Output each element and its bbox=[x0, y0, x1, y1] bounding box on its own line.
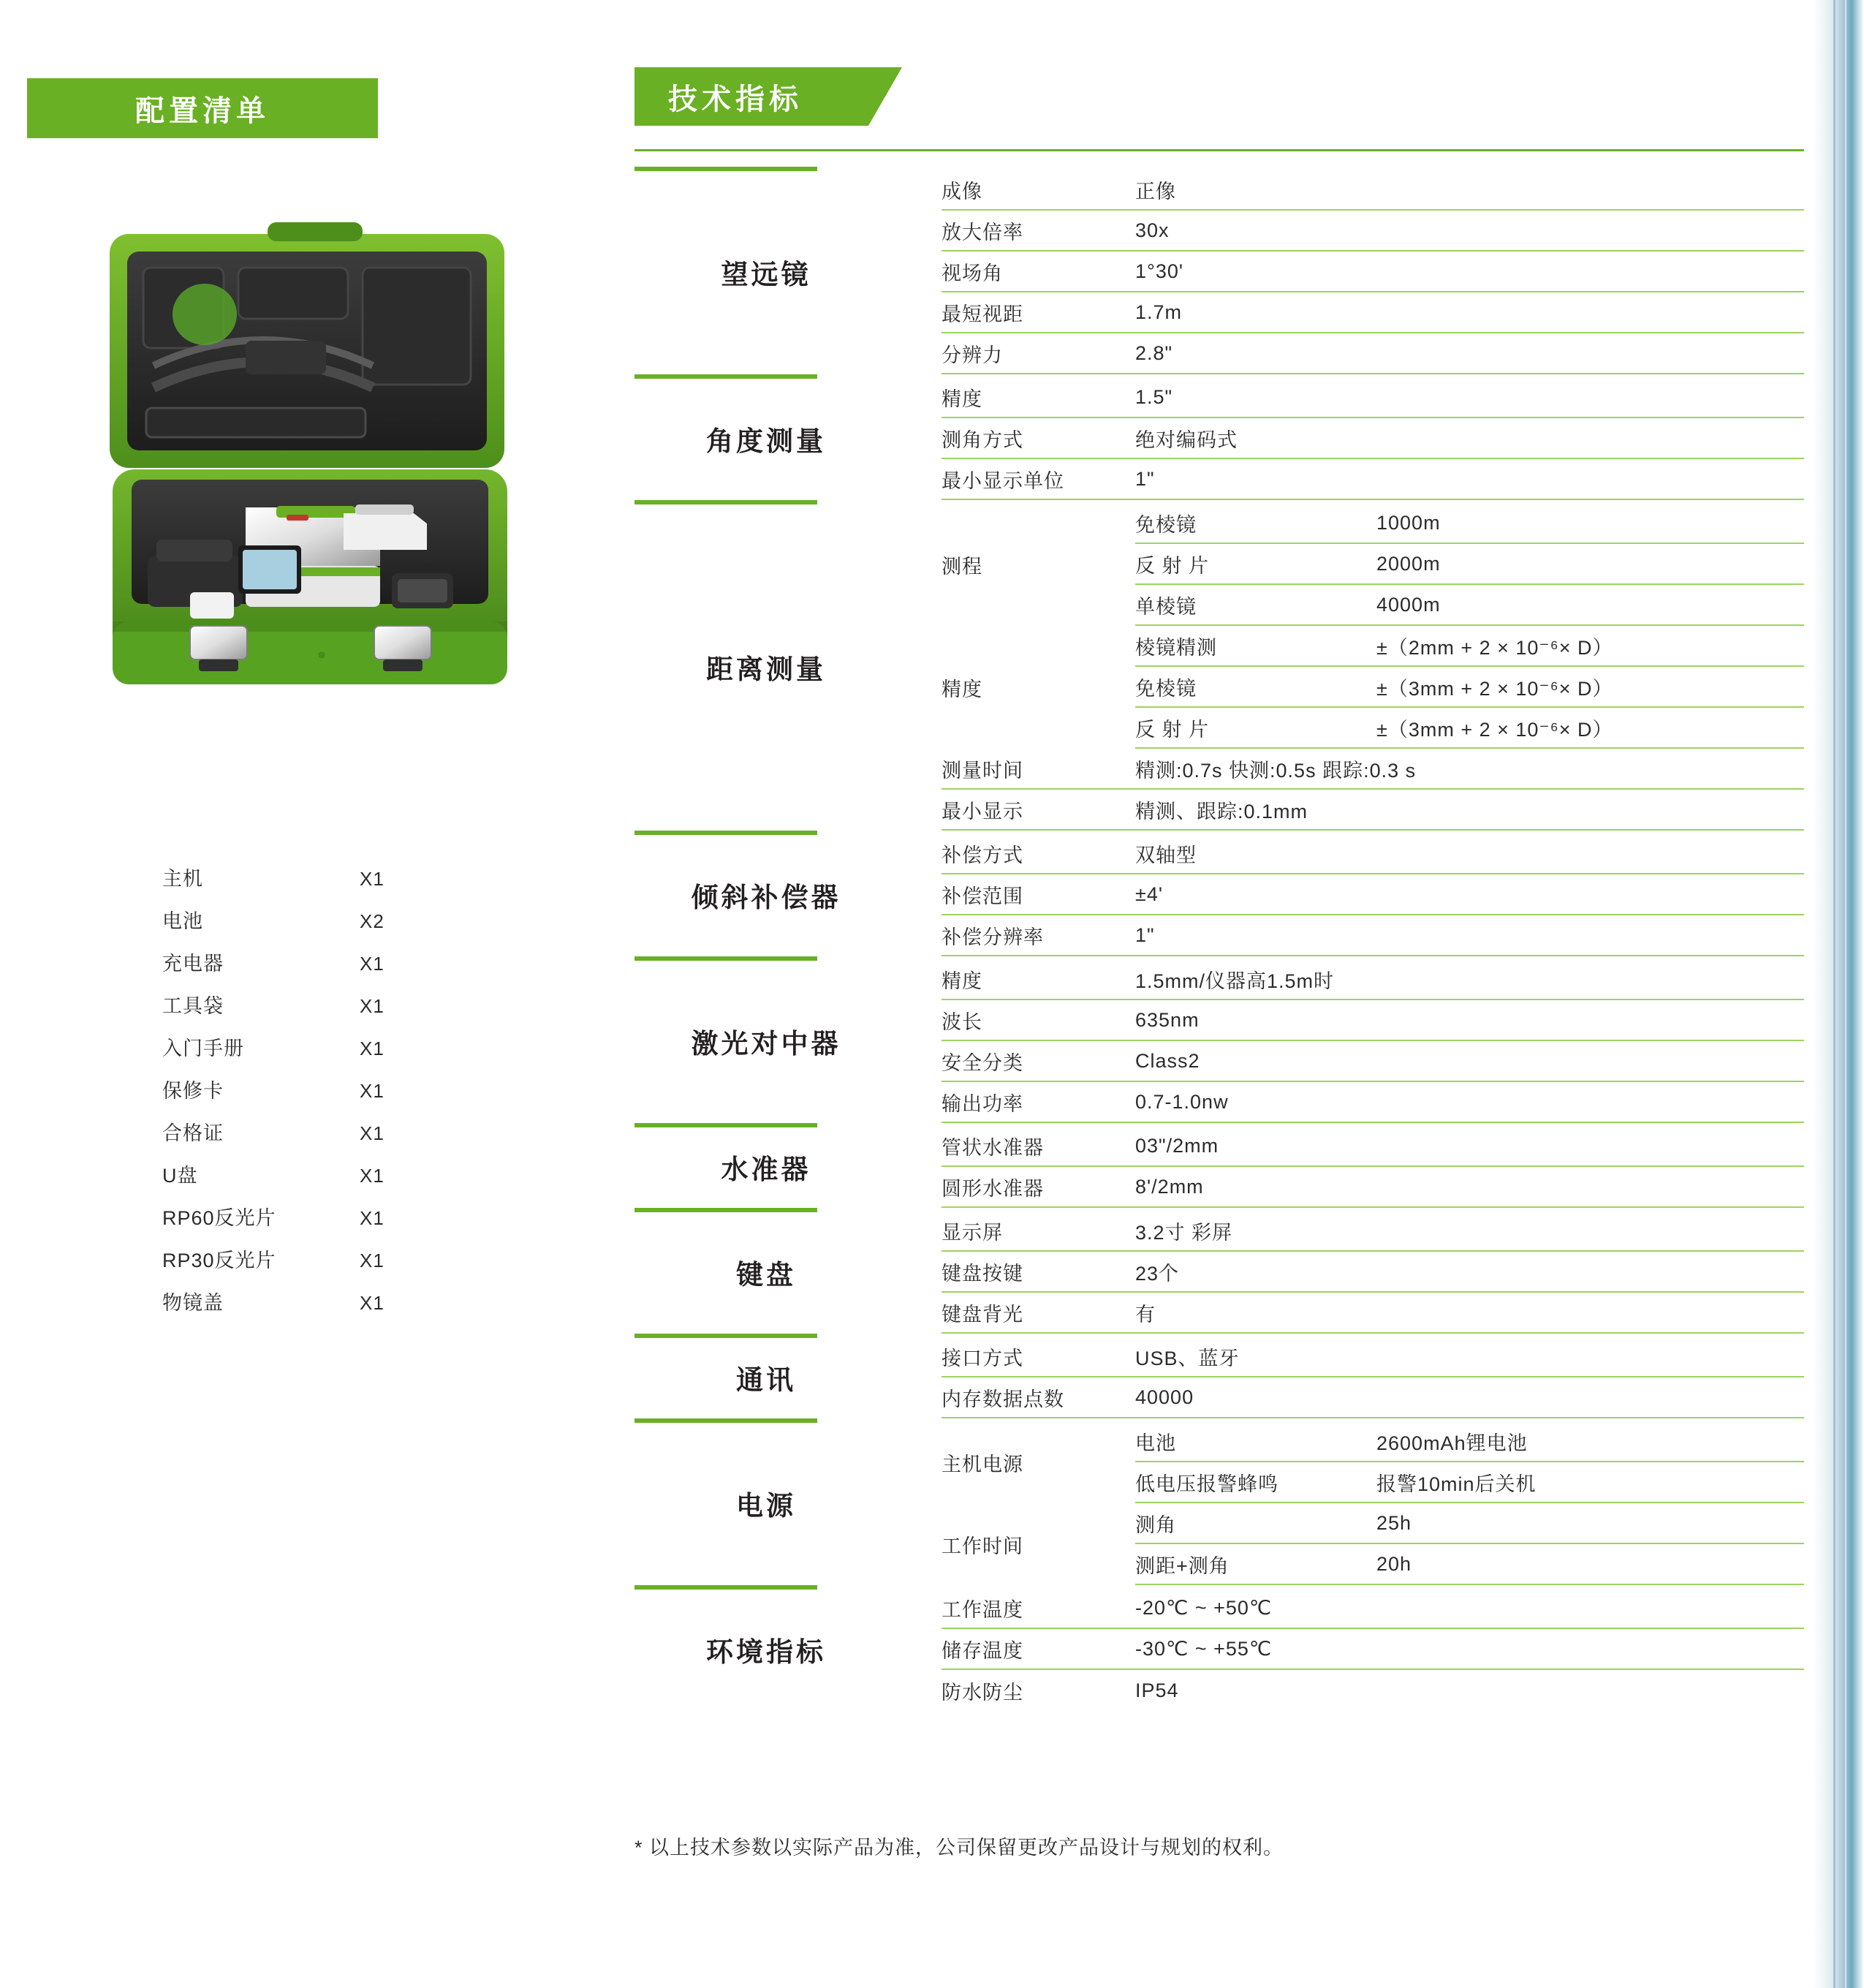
nested-block-range bbox=[942, 503, 1804, 626]
spec-value: ±（3mm + 2 × 10⁻⁶× D） bbox=[1376, 677, 1613, 700]
list-item bbox=[162, 1032, 513, 1075]
table-row bbox=[1135, 708, 1804, 749]
table-row bbox=[1135, 1503, 1804, 1544]
spec-value: 绝对编码式 bbox=[1135, 428, 1238, 451]
spec-sublabel: 测角 bbox=[1135, 1513, 1176, 1536]
group-accent-bar bbox=[634, 1123, 817, 1127]
table-row bbox=[942, 790, 1804, 831]
spec-value: Class2 bbox=[1135, 1049, 1200, 1072]
list-item bbox=[162, 990, 513, 1032]
spec-group-keyboard bbox=[634, 1208, 1804, 1334]
spec-key: 接口方式 bbox=[942, 1347, 1023, 1369]
spec-key: 显示屏 bbox=[942, 1221, 1003, 1244]
spec-group-telescope bbox=[634, 167, 1804, 374]
packing-item-name: U盘 bbox=[162, 1165, 198, 1187]
spec-key: 波长 bbox=[942, 1010, 982, 1033]
spec-key: 测量时间 bbox=[942, 759, 1023, 782]
spec-value: 20h bbox=[1376, 1552, 1412, 1575]
spec-group-environment bbox=[634, 1585, 1804, 1711]
packing-item-qty: X1 bbox=[360, 1250, 384, 1271]
spec-key: 视场角 bbox=[942, 262, 1003, 284]
page-seam-line-secondary bbox=[1845, 0, 1846, 1988]
packing-item-qty: X1 bbox=[360, 1080, 384, 1102]
left-column bbox=[0, 0, 607, 1988]
spec-value: 23个 bbox=[1135, 1262, 1180, 1285]
group-accent-bar bbox=[634, 956, 817, 961]
spec-key: 储存温度 bbox=[942, 1639, 1023, 1662]
spec-key: 补偿分辨率 bbox=[942, 926, 1044, 948]
spec-value: 2600mAh锂电池 bbox=[1376, 1432, 1528, 1454]
packing-item-name: 合格证 bbox=[162, 1122, 224, 1144]
spec-key: 成像 bbox=[942, 180, 982, 203]
spec-value: 双轴型 bbox=[1135, 844, 1197, 866]
spec-value: 1.5mm/仪器高1.5m时 bbox=[1135, 970, 1335, 992]
table-row bbox=[942, 292, 1804, 333]
spec-value: -20℃ ~ +50℃ bbox=[1135, 1596, 1273, 1619]
group-title: 环境指标 bbox=[706, 1637, 826, 1667]
specs-table bbox=[634, 167, 1804, 1711]
spec-sublabel: 反 射 片 bbox=[1135, 554, 1210, 577]
packing-item-name: 电池 bbox=[162, 910, 203, 932]
spec-key: 键盘背光 bbox=[942, 1303, 1023, 1326]
table-row bbox=[942, 959, 1804, 1000]
list-item bbox=[162, 1287, 513, 1329]
spec-value: 2.8" bbox=[1135, 341, 1173, 364]
group-title: 角度测量 bbox=[706, 426, 826, 456]
spec-value: 30x bbox=[1135, 219, 1170, 241]
spec-group-level bbox=[634, 1123, 1804, 1208]
spec-key: 圆形水准器 bbox=[942, 1177, 1044, 1200]
group-title: 望远镜 bbox=[721, 260, 811, 290]
spec-value: 1°30' bbox=[1135, 260, 1184, 282]
svg-text:●: ● bbox=[317, 645, 327, 663]
packing-item-name: 保修卡 bbox=[162, 1080, 224, 1102]
group-accent-bar bbox=[634, 167, 817, 171]
nested-block-accuracy bbox=[942, 626, 1804, 749]
spec-value: -30℃ ~ +55℃ bbox=[1135, 1637, 1273, 1660]
spec-key: 最短视距 bbox=[942, 303, 1023, 325]
spec-sublabel: 免棱镜 bbox=[1135, 513, 1197, 536]
group-accent-bar bbox=[634, 500, 817, 504]
spec-value: 0.7-1.0nw bbox=[1135, 1090, 1229, 1113]
spec-group-power bbox=[634, 1418, 1804, 1585]
spec-key: 内存数据点数 bbox=[942, 1388, 1064, 1410]
product-photo-case bbox=[102, 212, 526, 768]
specs-banner bbox=[634, 67, 868, 126]
spec-value: 4000m bbox=[1376, 593, 1441, 616]
spec-key: 测角方式 bbox=[942, 428, 1023, 451]
spec-value: 有 bbox=[1135, 1303, 1156, 1326]
spec-value: 635nm bbox=[1135, 1008, 1200, 1031]
spec-sublabel: 电池 bbox=[1135, 1432, 1176, 1454]
group-accent-bar bbox=[634, 1418, 817, 1423]
spec-key: 精度 bbox=[942, 678, 982, 700]
spec-value: 25h bbox=[1376, 1511, 1412, 1534]
spec-sublabel: 免棱镜 bbox=[1135, 677, 1197, 700]
group-title: 水准器 bbox=[721, 1154, 811, 1184]
nested-block-operating-time bbox=[942, 1503, 1804, 1585]
spec-value: 报警10min后关机 bbox=[1376, 1473, 1537, 1495]
spec-sublabel: 棱镜精测 bbox=[1135, 636, 1217, 659]
spec-key: 工作时间 bbox=[942, 1535, 1023, 1557]
group-title: 键盘 bbox=[736, 1260, 796, 1290]
group-title: 距离测量 bbox=[706, 654, 826, 684]
table-row bbox=[942, 1337, 1804, 1377]
spec-key: 放大倍率 bbox=[942, 221, 1023, 243]
table-row bbox=[942, 1126, 1804, 1167]
spec-sublabel: 低电压报警蜂鸣 bbox=[1135, 1473, 1278, 1495]
table-row bbox=[942, 1670, 1804, 1711]
packing-item-qty: X1 bbox=[360, 995, 384, 1017]
packing-item-qty: X1 bbox=[360, 1207, 384, 1229]
group-accent-bar bbox=[634, 1208, 817, 1212]
table-row bbox=[942, 1041, 1804, 1082]
packing-item-qty: X1 bbox=[360, 1165, 384, 1187]
table-row bbox=[942, 1377, 1804, 1418]
table-row bbox=[942, 874, 1804, 915]
list-item bbox=[162, 1202, 513, 1244]
list-item bbox=[162, 948, 513, 990]
packing-item-qty: X2 bbox=[360, 910, 384, 932]
table-row bbox=[1135, 1421, 1804, 1462]
spec-key: 分辨力 bbox=[942, 344, 1003, 366]
packing-item-qty: X1 bbox=[360, 1122, 384, 1144]
table-row bbox=[942, 1588, 1804, 1629]
group-accent-bar bbox=[634, 831, 817, 835]
packing-item-qty: X1 bbox=[360, 1038, 384, 1059]
page-edge-gradient bbox=[1813, 0, 1864, 1988]
spec-value: 2000m bbox=[1376, 552, 1441, 575]
table-row bbox=[1135, 626, 1804, 667]
spec-value: 3.2寸 彩屏 bbox=[1135, 1221, 1233, 1244]
spec-key: 最小显示单位 bbox=[942, 469, 1064, 492]
table-row bbox=[942, 211, 1804, 252]
table-row bbox=[942, 1211, 1804, 1252]
list-item bbox=[162, 1244, 513, 1287]
spec-group-angle-measurement bbox=[634, 374, 1804, 500]
table-row bbox=[1135, 544, 1804, 585]
spec-value: 正像 bbox=[1135, 180, 1176, 203]
table-row bbox=[942, 1629, 1804, 1670]
packing-item-name: RP60反光片 bbox=[162, 1207, 276, 1229]
spec-key: 工作温度 bbox=[942, 1598, 1023, 1621]
list-item bbox=[162, 863, 513, 905]
spec-sublabel: 测距+测角 bbox=[1135, 1554, 1230, 1577]
table-row bbox=[1135, 667, 1804, 708]
spec-key: 防水防尘 bbox=[942, 1681, 1023, 1704]
table-row bbox=[1135, 1462, 1804, 1503]
spec-key: 补偿范围 bbox=[942, 885, 1023, 907]
spec-key: 键盘按键 bbox=[942, 1262, 1023, 1285]
table-row bbox=[1135, 585, 1804, 626]
spec-value: 40000 bbox=[1135, 1386, 1194, 1408]
spec-key: 精度 bbox=[942, 970, 982, 992]
group-title: 倾斜补偿器 bbox=[691, 882, 841, 912]
table-row bbox=[942, 1293, 1804, 1334]
packing-list-banner bbox=[27, 78, 378, 138]
packing-list-title: 配置清单 bbox=[135, 94, 270, 127]
spec-value: USB、蓝牙 bbox=[1135, 1347, 1240, 1369]
spec-key: 输出功率 bbox=[942, 1092, 1023, 1115]
group-title: 电源 bbox=[736, 1491, 796, 1521]
spec-key: 管状水准器 bbox=[942, 1136, 1044, 1159]
spec-group-laser-plummet bbox=[634, 956, 1804, 1123]
packing-item-name: 充电器 bbox=[162, 953, 224, 975]
spec-key: 安全分类 bbox=[942, 1051, 1023, 1074]
spec-key: 补偿方式 bbox=[942, 844, 1023, 866]
table-row bbox=[1135, 503, 1804, 544]
spec-value: 1" bbox=[1135, 923, 1155, 946]
table-row bbox=[942, 333, 1804, 374]
spec-group-tilt-compensator bbox=[634, 831, 1804, 956]
packing-list bbox=[162, 863, 513, 1329]
table-row bbox=[942, 1252, 1804, 1293]
spec-value: 1.7m bbox=[1135, 301, 1183, 323]
table-row bbox=[942, 1167, 1804, 1208]
packing-item-name: 入门手册 bbox=[162, 1038, 244, 1059]
table-row bbox=[942, 1000, 1804, 1041]
banner-tail-shape bbox=[868, 67, 902, 126]
packing-item-name: 物镜盖 bbox=[162, 1292, 224, 1314]
table-row bbox=[942, 170, 1804, 211]
spec-value: ±4' bbox=[1135, 882, 1163, 905]
spec-value: ±（2mm + 2 × 10⁻⁶× D） bbox=[1376, 636, 1613, 659]
list-item bbox=[162, 1117, 513, 1160]
spec-key: 测程 bbox=[942, 555, 982, 578]
spec-value: 精测、跟踪:0.1mm bbox=[1135, 800, 1308, 823]
list-item bbox=[162, 1160, 513, 1202]
group-accent-bar bbox=[634, 1585, 817, 1590]
spec-value: 精测:0.7s 快测:0.5s 跟踪:0.3 s bbox=[1135, 759, 1417, 782]
spec-group-distance-measurement bbox=[634, 500, 1804, 831]
group-accent-bar bbox=[634, 1334, 817, 1338]
spec-value: ±（3mm + 2 × 10⁻⁶× D） bbox=[1376, 718, 1613, 741]
nested-block-main-power bbox=[942, 1421, 1804, 1503]
packing-item-name: 主机 bbox=[162, 868, 203, 890]
group-title: 激光对中器 bbox=[691, 1029, 841, 1059]
packing-item-qty: X1 bbox=[360, 953, 384, 975]
spec-value: 1.5" bbox=[1135, 385, 1173, 408]
table-row bbox=[1135, 1544, 1804, 1585]
specs-footnote: * 以上技术参数以实际产品为准，公司保留更改产品设计与规划的权利。 bbox=[634, 1837, 1284, 1859]
spec-value: 03"/2mm bbox=[1135, 1134, 1219, 1157]
spec-value: 1" bbox=[1135, 467, 1155, 490]
spec-key: 最小显示 bbox=[942, 800, 1023, 823]
table-row bbox=[942, 459, 1804, 500]
page-seam-line bbox=[1833, 0, 1835, 1988]
spec-value: IP54 bbox=[1135, 1679, 1179, 1701]
table-row bbox=[942, 377, 1804, 418]
packing-item-qty: X1 bbox=[360, 1292, 384, 1314]
packing-item-name: 工具袋 bbox=[162, 995, 224, 1017]
table-row bbox=[942, 418, 1804, 459]
list-item bbox=[162, 1075, 513, 1117]
carrying-case-illustration bbox=[102, 212, 526, 768]
table-row bbox=[942, 252, 1804, 292]
table-row bbox=[942, 834, 1804, 874]
packing-item-name: RP30反光片 bbox=[162, 1250, 276, 1271]
spec-key: 精度 bbox=[942, 388, 982, 410]
spec-value: 1000m bbox=[1376, 511, 1441, 534]
spec-group-communication bbox=[634, 1334, 1804, 1418]
spec-sublabel: 反 射 片 bbox=[1135, 718, 1210, 741]
table-row bbox=[942, 915, 1804, 956]
list-item bbox=[162, 905, 513, 948]
group-title: 通讯 bbox=[736, 1365, 796, 1395]
specs-title: 技术指标 bbox=[668, 83, 803, 116]
table-row bbox=[942, 749, 1804, 790]
specs-header-rule bbox=[634, 149, 1804, 151]
spec-value: 8'/2mm bbox=[1135, 1175, 1204, 1198]
packing-item-qty: X1 bbox=[360, 868, 384, 890]
right-column bbox=[625, 0, 1813, 1988]
spec-key: 主机电源 bbox=[942, 1453, 1023, 1475]
spec-sublabel: 单棱镜 bbox=[1135, 595, 1197, 618]
table-row bbox=[942, 1082, 1804, 1123]
group-accent-bar bbox=[634, 374, 817, 379]
